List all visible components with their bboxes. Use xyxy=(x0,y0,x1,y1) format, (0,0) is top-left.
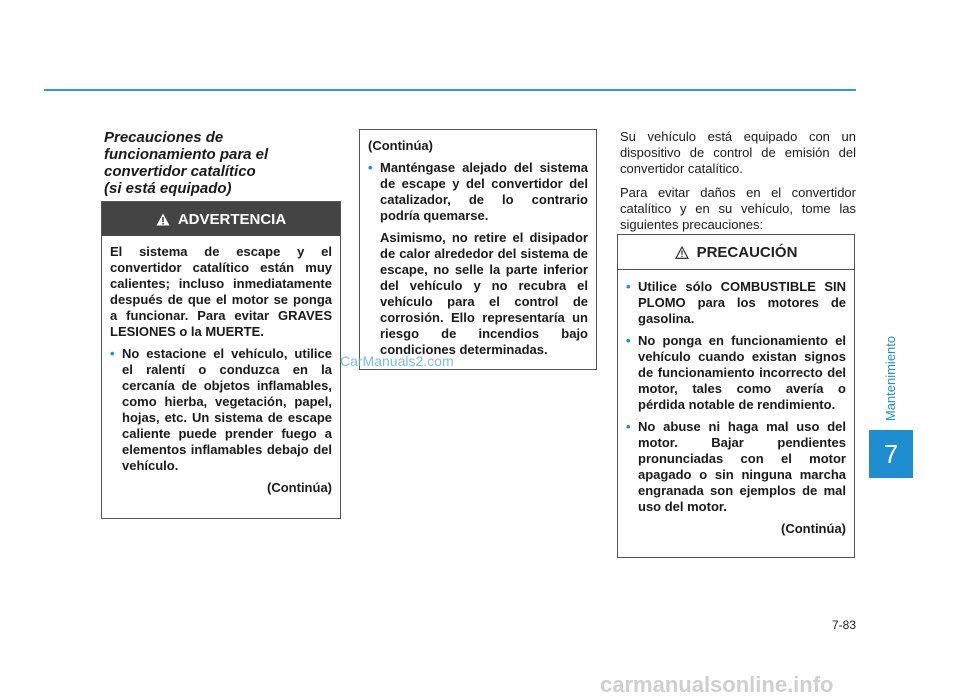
warning-triangle-icon xyxy=(156,213,170,226)
warning-box-heading xyxy=(102,202,340,236)
section-title-line-2: funcionamiento para el xyxy=(104,146,269,163)
caution-continued: (Continúa) xyxy=(781,521,846,536)
continued-list xyxy=(368,160,588,224)
section-title-line-4: (si está equipado) xyxy=(104,180,232,197)
page-number: 7-83 xyxy=(831,618,856,632)
watermark: CarManuals2.com xyxy=(340,353,454,369)
caution-list xyxy=(626,279,846,515)
header-rule xyxy=(44,89,856,91)
section-side-label-text: Mantenimiento xyxy=(883,335,899,421)
intro-paragraph-1: Su vehículo está equipado con un dispositivo de control de emisión del convertidor catalítico. xyxy=(620,129,856,176)
section-title-line-3: convertidor catalítico xyxy=(104,163,256,180)
section-title-line-1: Precauciones de xyxy=(104,129,224,146)
caution-bullet-1: • Utilice sólo COMBUSTIBLE SIN PLOMO para los motores de gasolina. xyxy=(626,279,846,327)
caution-triangle-icon xyxy=(675,246,689,259)
caution-box xyxy=(617,234,855,558)
continued-paragraph: Asimismo, no retire el disipador de calor alrededor del sistema de escape, no selle la parte inferior del vehículo y no recubra el vehículo para el control de corrosión. Ello representaría un riesgo de incendios bajo condiciones determinadas. xyxy=(380,230,588,357)
section-title xyxy=(104,129,344,197)
intro-paragraph-2: Para evitar daños en el convertidor catalítico y en su vehículo, tome las siguientes precauciones: xyxy=(620,185,856,232)
section-side-label xyxy=(871,335,911,421)
warning-bullet-1: • No estacione el vehículo, utilice el ralentí o conduzca en la cercanía de objetos inflamables, como hierba, vegetación, papel, hojas, etc. Un sistema de escape caliente puede prender fuego a elementos inflamables debajo del vehículo. xyxy=(110,346,332,474)
caution-heading-text: PRECAUCIÓN xyxy=(696,243,798,261)
warning-list xyxy=(110,346,332,474)
warning-heading-text: ADVERTENCIA xyxy=(177,210,287,228)
continued-heading: (Continúa) xyxy=(368,138,433,153)
intro-text xyxy=(620,129,856,241)
caution-bullet-3: • No abuse ni haga mal uso del motor. Bajar pendientes pronunciadas con el motor apagado o sin ninguna marcha engranada son ejemplos de mal uso del motor. xyxy=(626,419,846,515)
footer-watermark: carmanualsonline.info xyxy=(600,672,834,697)
chapter-tab: 7 xyxy=(869,430,913,478)
warning-continued: (Continúa) xyxy=(267,480,332,495)
warning-box xyxy=(101,201,341,519)
continued-bullet-1: • Manténgase alejado del sistema de escape y del convertidor del catalizador, de lo contrario podría quemarse. xyxy=(368,160,588,224)
caution-bullet-2: • No ponga en funcionamiento el vehículo cuando existan signos de funcionamiento incorrecto del motor, tales como avería o pérdida notable de rendimiento. xyxy=(626,333,846,413)
warning-intro: El sistema de escape y el convertidor catalítico están muy calientes; incluso inmediatamente después de que el motor se ponga a funcionar. Para evitar GRAVES LESIONES o la MUERTE. xyxy=(110,244,332,339)
continued-warning-box xyxy=(359,129,597,370)
caution-box-heading xyxy=(618,235,854,270)
